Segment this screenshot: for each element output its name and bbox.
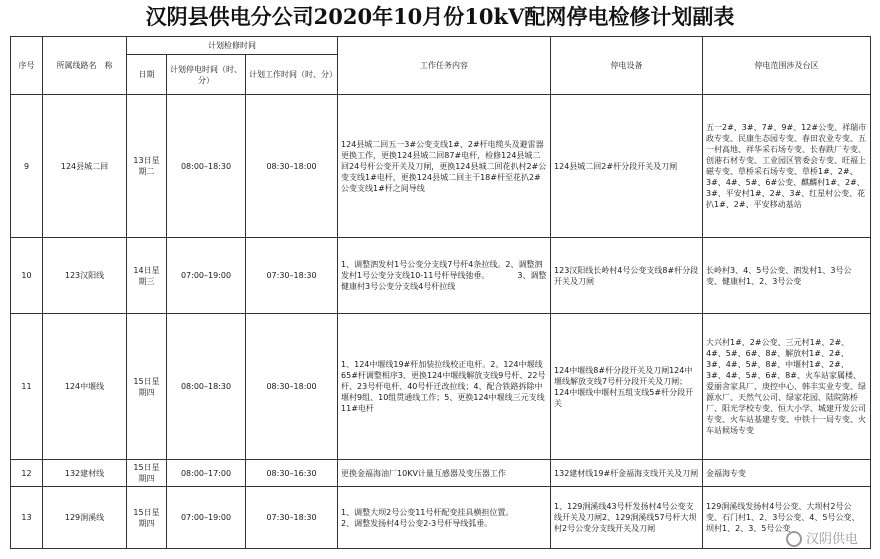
header-task: 工作任务内容 [338,37,551,95]
cell-date: 15日星期四 [127,487,167,549]
header-plan-time: 计划检修时间 [127,37,338,55]
header-equipment: 停电设备 [551,37,703,95]
cell-outage-time: 08:00–17:00 [167,460,246,487]
cell-outage-time: 07:00–19:00 [167,487,246,549]
cell-outage-time: 07:00–19:00 [167,238,246,314]
cell-scope: 五一2#、3#、7#、9#、12#公变、祥瑞市政专变、民康生态园专变、春田农业专变、五一村高地、祥华采石场专变、长春跌厂专变、创港石材专变、工业园区管委会专变、旺福上磁专变、草桥采石场专变、草桥1#、2#、3#、4#、5#、6#公变、麒麟村1#、2#、3#、平安村1#、2#、3#、红星村公变、花扒1#、2#、平安移动基站 [703,95,871,238]
header-work-time: 计划工作时间（时、分） [246,55,338,95]
cell-task: 1、调整大坝2号公变11号杆配变挂具横担位置。 2、调整发扬村4号公变2-3号杆导线弧垂。 [338,487,551,549]
table-row [11,460,871,487]
cell-task: 124县城二回五一3#公变支线1#、2#杆电缆头及避雷器更换工作，更换124县城二回87#电杆，检修124县城二回24号杆公变开关及刀闸，更换124县城二回花扒村2#公变支线1#电杆，更换124县城二回主干18#杆至花扒2#公变支线1#杆之间导线 [338,95,551,238]
cell-seq: 12 [11,460,43,487]
table-row [11,95,871,238]
cell-date: 15日星期四 [127,460,167,487]
page-title: 汉阴县供电分公司2020年10月份10kV配网停电检修计划副表 [145,4,735,29]
cell-scope: 金福海专变 [703,460,871,487]
cell-date: 14日星期三 [127,238,167,314]
cell-work-time: 07:30–18:30 [246,238,338,314]
cell-date: 13日星期二 [127,95,167,238]
cell-task: 1、124中堰线19#杆加装拉线校正电杆。2、124中堰线65#杆调整相序3、更换124中堰线解放支线9号杆、22号杆、23号杆电杆、40号杆迁改拉线；4、配合铁路拆除中堰村9组、10组贯通线工作；5、更换124中堰线三元支线11#电杆 [338,314,551,460]
watermark [786,528,858,548]
cell-seq: 9 [11,95,43,238]
cell-equipment: 132建材线19#杆金福海支线开关及刀闸 [551,460,703,487]
cell-equipment: 1、129涧溪线43号杆发扬村4号公变支线开关及刀闸2、129涧溪线57号杆大坝村2号公变分支线开关及刀闸 [551,487,703,549]
cell-work-time: 08:30–18:00 [246,314,338,460]
cell-line: 129涧溪线 [43,487,127,549]
cell-equipment: 124中堰线8#杆分段开关及刀闸124中堰线解放支线7号杆分段开关及刀闸；124中堰线中堰村五组支线5#杆分段开关 [551,314,703,460]
header-date: 日期 [127,55,167,95]
cell-equipment: 123汉阳线长岭村4号公变支线8#杆分段开关及刀闸 [551,238,703,314]
cell-line: 124中堰线 [43,314,127,460]
header-line: 所属线路名 称 [43,37,127,95]
cell-seq: 11 [11,314,43,460]
cell-work-time: 08:30–18:00 [246,95,338,238]
header-outage-time: 计划停电时间（时、分） [167,55,246,95]
table-row [11,487,871,549]
cell-scope: 大兴村1#、2#公变、三元村1#、2#、4#、5#、6#、8#、解放村1#、2#、3#、4#、5#、8#、中堰村1#、2#、3#、4#、5#、6#、8#、火车站家属楼、爱丽舍家具厂、庚控中心、韩丰实业专变、绿源水厂、天然气公司、绿家花园、陆院陈桥厂、阳光学校专变、恒大小学、城建开发公司专变、火车站基建专变、中铁十一局专变、火车站候场专变 [703,314,871,460]
cell-line: 123汉阳线 [43,238,127,314]
cell-date: 15日星期四 [127,314,167,460]
outage-plan-table [10,36,871,549]
table-row [11,314,871,460]
cell-outage-time: 08:00–18:30 [167,95,246,238]
cell-task: 更换金福海油厂10KV计量互感器及变压器工作 [338,460,551,487]
cell-seq: 13 [11,487,43,549]
cell-task: 1、调整泗发村1号公变分支线7号杆4条拉线。2、调整泗发村1号公变分支线10-11号杆导线弛垂。 3、调整健康村3号公变分支线4号杆拉线 [338,238,551,314]
wechat-icon [786,531,802,547]
cell-line: 132建材线 [43,460,127,487]
cell-scope: 129涧溪线发扬村4号公变、大坝村2号公变、石门村1、2、3号公变、4、5号公变、坝村1、2、3、5号公变 [703,487,871,549]
cell-seq: 10 [11,238,43,314]
cell-line: 124县城二回 [43,95,127,238]
header-seq: 序号 [11,37,43,95]
cell-equipment: 124县城二回2#杆分段开关及刀闸 [551,95,703,238]
cell-scope: 长岭村3、4、5号公变、泗发村1、3号公变、健康村1、2、3号公变 [703,238,871,314]
watermark-text: 汉阴供电 [805,531,858,547]
table-row [11,238,871,314]
header-scope: 停电范围涉及台区 [703,37,871,95]
cell-work-time: 08:30–16:30 [246,460,338,487]
cell-outage-time: 08:00–18:30 [167,314,246,460]
cell-work-time: 07:30–18:30 [246,487,338,549]
